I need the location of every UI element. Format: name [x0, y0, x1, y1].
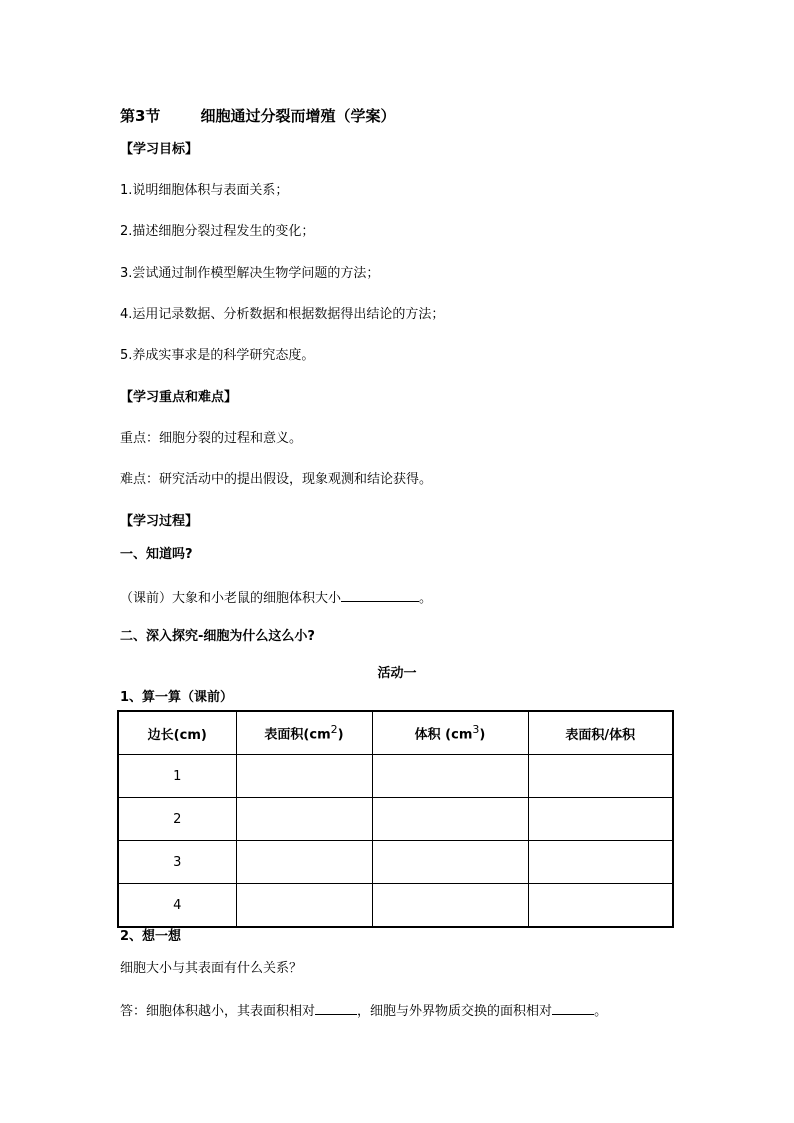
fill-blank[interactable]	[552, 1002, 594, 1015]
answer-prefix: 答：细胞体积越小，其表面积	[120, 1004, 290, 1019]
calculation-table	[117, 710, 674, 928]
section-number: 第3节	[120, 107, 161, 125]
surface-area-cell[interactable]	[236, 841, 372, 884]
header-surface-area: 表面积$(cm^2)$	[236, 711, 372, 755]
fill-blank[interactable]	[341, 589, 419, 602]
part1-suffix: 。	[419, 591, 433, 606]
answer-rel1: 相对	[289, 1004, 316, 1019]
part1-title: 一、知道吗?	[120, 547, 193, 562]
objective-item: 3.尝试通过制作模型解决生物学问题的方法；	[120, 266, 380, 281]
objective-item: 1.说明细胞体积与表面关系；	[120, 183, 289, 198]
part2-title: 二、深入探究-细胞为什么这么小?	[120, 629, 315, 644]
header-volume: 体积 $(cm^3)$	[372, 711, 528, 755]
table-row	[118, 755, 673, 798]
fill-blank[interactable]	[315, 1002, 357, 1015]
header-side-length: 边长(cm)	[118, 711, 236, 755]
part1-prefix: （课前）大象和小老鼠的细胞体积大小	[120, 591, 342, 606]
surface-area-cell[interactable]	[236, 884, 372, 928]
side-length-cell: 4	[118, 884, 236, 928]
part1-question	[120, 589, 432, 607]
volume-cell[interactable]	[372, 884, 528, 928]
process-heading: 【学习过程】	[120, 514, 199, 529]
question-text: 细胞大小与其表面有什么关系？	[120, 961, 303, 976]
answer-mid: ，细胞与外界物质交换的面积	[357, 1004, 527, 1019]
difficulty-text: 难点：研究活动中的提出假设，现象观测和结论获得。	[120, 472, 433, 487]
answer-line	[120, 1002, 607, 1020]
side-length-cell: 1	[118, 755, 236, 798]
volume-cell[interactable]	[372, 798, 528, 841]
ratio-cell[interactable]	[528, 841, 673, 884]
header-ratio: 表面积/体积	[528, 711, 673, 755]
objective-item: 2.描述细胞分裂过程发生的变化；	[120, 224, 315, 239]
table-header-row	[118, 711, 673, 755]
objective-item: 4.运用记录数据、分析数据和根据数据得出结论的方法；	[120, 307, 445, 322]
surface-area-cell[interactable]	[236, 755, 372, 798]
volume-cell[interactable]	[372, 841, 528, 884]
side-length-cell: 2	[118, 798, 236, 841]
surface-area-cell[interactable]	[236, 798, 372, 841]
table-row	[118, 798, 673, 841]
page-title	[120, 108, 395, 124]
activity-title: 活动一	[377, 666, 417, 681]
table-row	[118, 884, 673, 928]
section-name: 细胞通过分裂而增殖（学案）	[200, 107, 396, 125]
ratio-cell[interactable]	[528, 755, 673, 798]
think-title: 2、想一想	[120, 929, 182, 944]
objective-item: 5.养成实事求是的科学研究态度。	[120, 348, 315, 363]
volume-cell[interactable]	[372, 755, 528, 798]
ratio-cell[interactable]	[528, 798, 673, 841]
ratio-cell[interactable]	[528, 884, 673, 928]
answer-suffix: 。	[594, 1004, 608, 1019]
calc-title: 1、算一算（课前）	[120, 690, 234, 705]
objectives-heading: 【学习目标】	[120, 142, 199, 157]
answer-rel2: 相对	[526, 1004, 553, 1019]
focus-text: 重点：细胞分裂的过程和意义。	[120, 431, 303, 446]
side-length-cell: 3	[118, 841, 236, 884]
table-row	[118, 841, 673, 884]
keypoints-heading: 【学习重点和难点】	[120, 390, 238, 405]
